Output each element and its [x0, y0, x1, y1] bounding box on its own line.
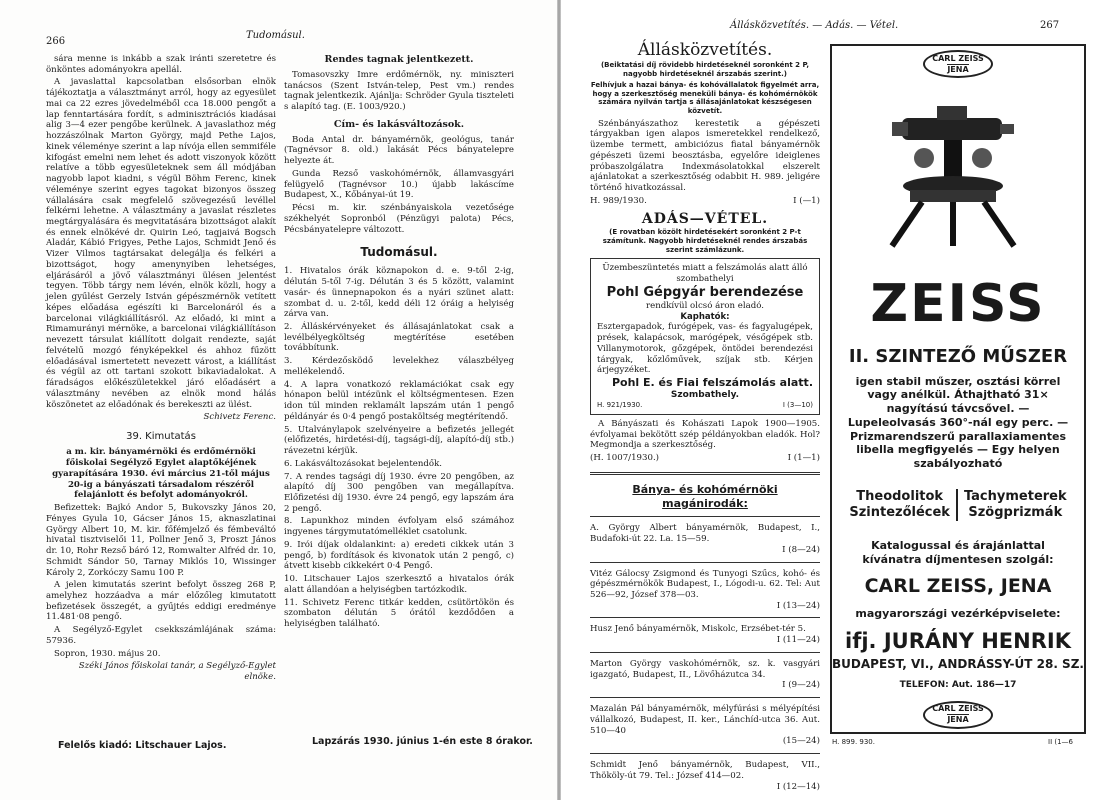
- footer-publisher: Felelős kiadó: Litschauer Lajos.: [58, 740, 227, 751]
- agent-phone: TELEFON: Aut. 186—17: [899, 679, 1017, 690]
- paragraph: sára menne is inkább a szak iránti szeretetre és önköntes adományokra apellál.: [46, 54, 276, 75]
- ad-ref: H. 921/1930.: [597, 401, 643, 410]
- signature: Széki János főiskolai tanár, a Segélyző-Egylet elnöke.: [78, 661, 276, 683]
- agent-address: BUDAPEST, VI., ANDRÁSSY-ÚT 28. SZ.: [832, 656, 1084, 671]
- list-item: 11. Schivetz Ferenc titkár kedden, csütörtökön és szombaton délután 5 órától kezdődően a helyiségben található.: [284, 597, 514, 630]
- representative-label: magyarországi vezérképviselete:: [855, 606, 1061, 620]
- paragraph: Befizettek: Bajkó Andor 5, Bukovszky János 20, Fényes Gyula 10, Gácser János 15, aknaszlatinai György Albert 10, M. kir. főfémjelző és fémbeváltó hivatal tisztviselői 11, Pollner Jenő 3, Proszt János dr. 10, Rohr Rezső báró 12, Romwalter Alfréd dr. 10, Schmidt Sándor 50, Tarnay Miklós 10, Wissinger Károly 2, Zorkóczy Samu 100 P.: [46, 503, 276, 578]
- company-name: CARL ZEISS, JENA: [864, 574, 1052, 597]
- list-item: 6. Lakásváltozásokat bejelentendők.: [284, 458, 443, 469]
- section-title: ADÁS—VÉTEL.: [641, 210, 769, 227]
- section-heading: Rendes tagnak jelentkezett.: [324, 54, 474, 65]
- list-item: 9. Irói díjak oldalankint: a) eredeti cikkek után 3 pengő, b) fordítások és kivonatok után 2 pengő, c) átvett kisebb cikkekért 0·4 Pengő.: [284, 539, 514, 572]
- classifieds-column: [590, 30, 820, 792]
- list-item: 1. Hivatalos órák köznapokon d. e. 9-től 2-ig, délután 5-től 7-ig. Délután 3 és 5 között, valamint vasár- és ünnepnapokon és a nyári szünet alatt: szombat d. u. 2-től, kedd déli 12 óráig a helyiség zárva van.: [284, 266, 514, 320]
- footer-deadline: Lapzárás 1930. június 1-én este 8 órakor.: [312, 736, 533, 747]
- product-description: igen stabil műszer, osztási körrel vagy anélkül. Áthajtható 31× nagyítású távcsővel. — Lupeleolvasás 360°-nál egy perc. — Prizmarendszerű parallaxiamentes libella megfigyelés — Egy helyen szabályozható: [847, 374, 1069, 470]
- list-item: 7. A rendes tagsági díj 1930. évre 20 pengőben, az alapító díj 300 pengőben van megállapítva. Előfizetési díj 1930. évre 24 pengő, egy lapszám ára 2 pengő.: [284, 471, 514, 514]
- ad-list: Esztergapadok, furógépek, vas- és fagyalugépek, prések, kalapácsok, marógépek, vésőgépek stb. Villanymotorok, gőzgépek, öntödei berendezési tárgyak, kőzlőművek, szíjak stb. Kérjen árjegyzéket.: [597, 322, 813, 376]
- section-heading: Tudomásul.: [360, 245, 438, 260]
- paragraph: a m. kir. bányamérnöki és erdőmérnöki főiskolai Segélyző Egylet alaptőkéjének gyarapítására 1930. évi március 21-től május 20-ig a bányászati társadalom részéről felajánlott és befolyt adományokról.: [52, 447, 270, 501]
- ad-code: I (—1): [793, 195, 820, 206]
- office-entry: Vitéz Gálocsy Zsigmond és Tunyogi Szűcs, kohó- és gépészmérnökök Budapest, I., Lógodi-u. 62. Tel: Aut 526—92, József 378—03. I (13—24): [590, 568, 820, 611]
- running-head: Tudomásul.: [246, 30, 305, 41]
- note: (E rovatban közölt hirdetésekért soronként 2 P-t számítunk. Nagyobb hirdetéseknél rendes árszabás szerint számlázunk.: [602, 228, 808, 254]
- list-item: 5. Utalványlapok szelvényeire a befizetés jellegét (előfizetés, hirdetési-díj, tagsági-díj, alapító-díj stb.) rávezetni kérjük.: [284, 424, 514, 457]
- section-title: Állásközvetítés.: [637, 40, 773, 60]
- ad-label: Kaphatók:: [680, 311, 730, 322]
- office-entry: Husz Jenő bányamérnök, Miskolc, Erzsébet-tér 5. I (11—24): [590, 624, 820, 646]
- paragraph: Pécsi m. kir. szénbányaiskola vezetősége székhelyét Sopronból (Pénzügyi palota) Pécs, Pécsbányatelepre változott.: [284, 203, 514, 235]
- product-list: Theodolitok Szintezőlécek Tachymeterek Szögprizmák: [849, 488, 1067, 520]
- zeiss-advertisement: [830, 44, 1086, 734]
- office-entry: A. György Albert bányamérnök, Budapest, I., Budafoki-út 22. La. 15—59. I (8—24): [590, 523, 820, 555]
- signature: Schivetz Ferenc.: [203, 412, 276, 423]
- product-title: II. SZINTEZŐ MŰSZER: [848, 346, 1068, 367]
- list-item: 4. A lapra vonatkozó reklamációkat csak egy hónapon belül intézünk el költségmentesen. Ezen idon túl minden reklamált lapszám után 1 pengő példányár és 0·4 pengő postaköltség megtérítendő.: [284, 379, 514, 422]
- paragraph: Sopron, 1930. május 20.: [54, 648, 161, 659]
- page-number: 267: [1040, 20, 1060, 31]
- zeiss-logo: CARL ZEISS JENA: [923, 50, 993, 78]
- list-item: 10. Litschauer Lajos szerkesztő a hivatalos órák alatt állandóan a helyiségben tartózkodik.: [284, 574, 514, 595]
- paragraph: A Segélyző-Egylet csekkszámlájának száma: 57936.: [46, 625, 276, 646]
- office-entry: Schmidt Jenő bányamérnök, Budapest, VII., Thököly-út 79. Tel.: József 414—02. I (12—14): [590, 760, 820, 792]
- list-item: 2. Álláskérvényeket és állásajánlatokat csak a levélbélyegköltség megtérítése esetében továbbítunk.: [284, 321, 514, 354]
- ad-headline: Pohl Gépgyár berendezése: [606, 284, 804, 300]
- paragraph: Tomasovszky Imre erdőmérnök, ny. miniszteri tanácsos (Szent István-telep, Pest vm.) rendes tagnak jelentkezik. Ajánlja: Schröder Gyula tiszteleti s alapító tag. (E. 1003/920.): [284, 69, 514, 113]
- running-head: Állásközvetítés. — Adás. — Vétel.: [730, 20, 899, 31]
- ad-sub: rendkívül olcsó áron eladó.: [646, 301, 764, 312]
- paragraph: A jelen kimutatás szerint befolyt összeg 268 P, amelyhez hozzáadva a már előzőleg kimutatott befizetések összegét, a gyűjtés eddigi eredménye 11.481·08 pengő.: [46, 580, 276, 623]
- brand-name: ZEISS: [870, 274, 1046, 334]
- section-title: Bánya- és kohómérnöki magánirodák:: [632, 482, 778, 510]
- paragraph: Gunda Rezső vaskohómérnök, államvasgyári felügyelő (Tagnévsor 10.) újabb lakáscíme Budapest, X., Kőbányai-út 19.: [284, 168, 514, 201]
- paragraph: A javaslattal kapcsolatban elsősorban elnök tájékoztatja a választmányt arról, hogy az egyesület mai ca 22 ezres jövedelméből cca 18.000 pengőt a lap fenntartására fordít, s adminisztrációs kiadásai alig 3—4 ezer pengőbe kerülnek. A javaslathoz még hozzászólnak Marton György, majd Pethe Lajos, kinek véleménye szerint a lap nívója ellen semmiféle kifogást emelni nem lehet és adott viszonyok között relatíve a több egyesületeknek sem áll módjában nagyobb lapot kiadni, s végül Böhm Ferenc, kinek véleménye szerint egyes tagokat bizonyos összeg vállalására csak megfelelő szövegezésű levéllel felkérni lehetne. A választmány a javaslat részletes megtárgyalására és megvitatására bizottságot alakít és ennek elnökévé dr. Quirin Leó, tagjaivá Bogsch Aladár, Kábió Frigyes, Pethe Lajos, Schmidt Jenő és Vizer Vilmos tagtársakat delegálja és felkéri a bizottságot, hogy amenynyiben lehetséges, eljárásáról a jövő választmányi ülésen jelentést tegyen. Több tárgy nem lévén, elnök közli, hogy a jelen gyűlést Gerzely István gépészmérnök vetített képes előadása egészíti ki Barcelonáról és a barcelonai világkiállításról. Az előadó, ki mint a Rimamurányi mérnöke, a barcelonai világkiállításon nevezett társulat kiállított dolgait rendezte, saját felvételű mozgó fényképekkel és ahhoz fűzött előadásával ismertetett nevezett várost, a kiállítást és végül az ott tartani szokott bikaviadalokat. A fáradságos előkészületekkel járó előadásért a választmány nevében az elnök mond hálás köszönetet az előadónak és berekeszti az ülést.: [46, 77, 276, 410]
- page-number: 266: [46, 36, 66, 47]
- note: (Beiktatási díj rövidebb hirdetéseknél soronként 2 P, nagyobb hirdetéseknél árszabás szerint.): [600, 61, 809, 78]
- agent-name: ifj. JURÁNY HENRIK: [845, 629, 1071, 654]
- list-item: 3. Kérdezősködő levelekhez válaszbélyeg mellékelendő.: [284, 356, 514, 377]
- ad-code: II (1—6: [1048, 738, 1073, 746]
- ad-city: Szombathely.: [670, 389, 740, 400]
- ad-intro: Üzembeszüntetés miatt a felszámolás alatt álló szombathelyi: [602, 263, 808, 285]
- pohl-ad: [590, 258, 820, 415]
- section-heading: Cím- és lakásváltozások.: [333, 118, 465, 130]
- office-entry: Marton György vaskohómérnök, sz. k. vasgyári igazgató, Budapest, II., Lövőházutca 34. I (9—24): [590, 658, 820, 691]
- ad-ref: H. 899. 930.: [832, 738, 875, 746]
- level-instrument-illustration: [832, 78, 1084, 248]
- job-ad: Szénbányászathoz kerestetik a gépészeti tárgyakban igen alapos ismeretekkel rendelkező, üzembe termett, ambiciózus fiatal bányamérnök gépészeti üzemi beosztásba, egyelőre ideiglenes próbaszolgálatra Indexmásolatokkal elszerelt ajánlatokat a szerkesztőség odabbit H. 989. jeligére történő hivatkozással.: [590, 118, 820, 194]
- office-entry: Mazalán Pál bányamérnök, mélyfúrási s mélyépítési vállalkozó, Budapest, II. ker., Lánchíd-utca 36. Aut. 510—40 (15—24): [590, 704, 820, 747]
- ad-ref: H. 989/1930.: [590, 195, 647, 206]
- catalog-text: Katalogussal és árajánlattal kívánatra díjmentesen szolgál:: [862, 539, 1054, 566]
- note: Felhívjuk a hazai bánya- és kohóvállalatok figyelmét arra, hogy a szerkesztőség meneküli bánya- és kohómérnökök számára nyilván tartja s állásajánlatokat készségesen közvetít.: [590, 80, 820, 115]
- ad-code: I (3—10): [782, 401, 813, 410]
- paragraph: Boda Antal dr. bányamérnök, geológus, tanár (Tagnévsor 8. old.) lakását Pécs bányatelepre helyezte át.: [284, 134, 514, 167]
- section-heading: 39. Kimutatás: [126, 430, 196, 442]
- ad-firm: Pohl E. és Fiai felszámolás alatt.: [611, 376, 813, 390]
- offer-ad: A Bányászati és Kohászati Lapok 1900—1905. évfolyamai bekötött szép példányokban eladók. Hol? Megmondja a szerkesztőség.: [590, 418, 820, 451]
- list-item: 8. Lapunkhoz minden évfolyam első számához ingyenes tárgymutatómelléklet csatolunk.: [284, 516, 514, 538]
- ad-ref: (H. 1007/1930.): [590, 453, 660, 464]
- zeiss-logo: CARL ZEISS JENA: [923, 701, 993, 729]
- ad-code: I (1—1): [787, 453, 820, 464]
